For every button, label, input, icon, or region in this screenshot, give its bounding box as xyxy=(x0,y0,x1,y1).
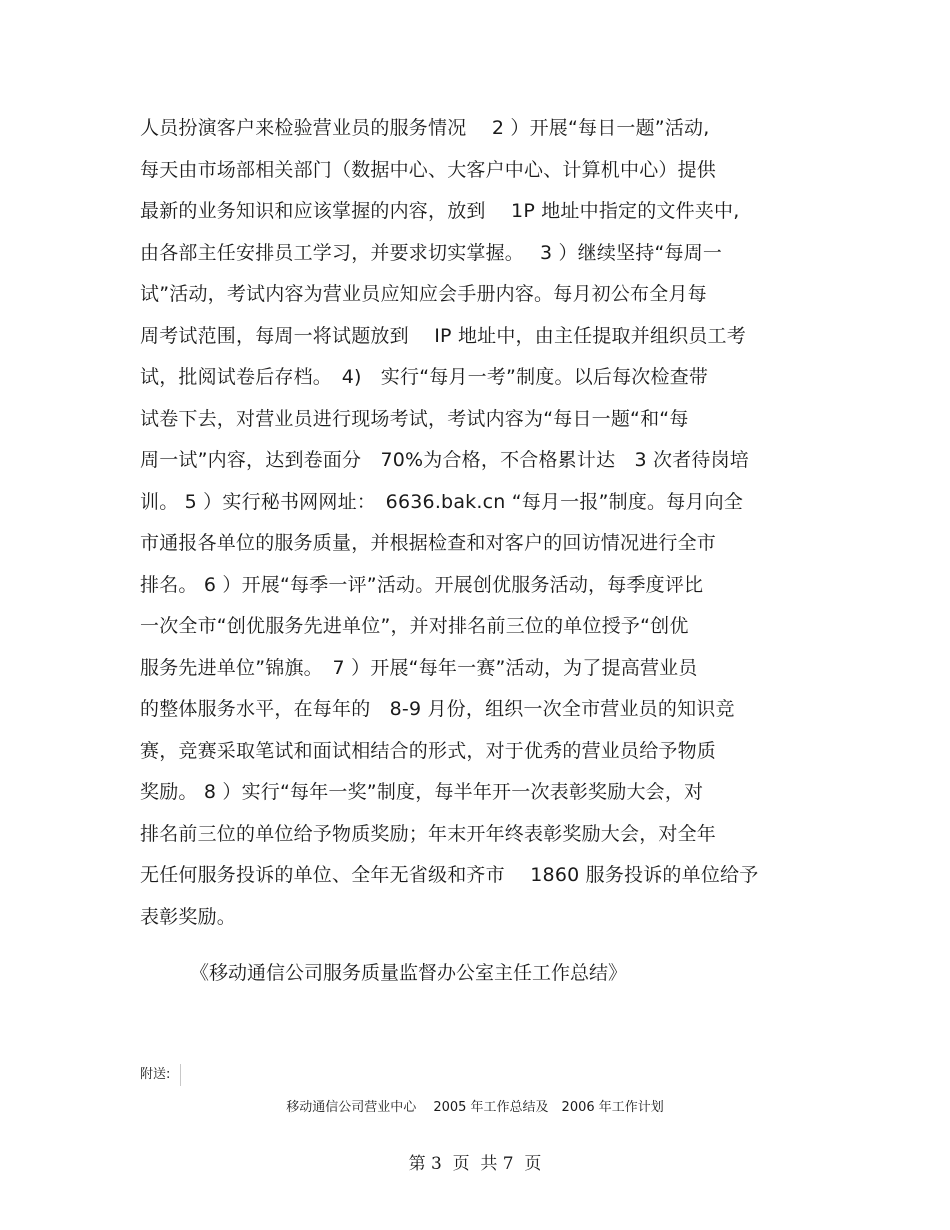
attachment-label: 附送: xyxy=(140,1067,171,1082)
text-line: 由各部主任安排员工学习，并要求切实掌握。 3 ）继续坚持“每周一 xyxy=(140,241,723,264)
document-title: 《移动通信公司服务质量监督办公室主任工作总结》 xyxy=(190,962,628,984)
text-line: 奖励。 8 ）实行“每年一奖”制度，每半年开一次表彰奖励大会，对 xyxy=(140,781,704,803)
text-line: 市通报各单位的服务质量，并根据检查和对客户的回访情况进行全市 xyxy=(140,532,717,554)
text-line: 每天由市场部相关部门（数据中心、大客户中心、计算机中心）提供 xyxy=(140,158,717,181)
text-line: 无任何服务投诉的单位、全年无省级和齐市 1860 服务投诉的单位给予 xyxy=(140,864,759,886)
text-line: 试”活动，考试内容为营业员应知应会手册内容。每月初公布全月每 xyxy=(140,283,707,305)
text-line: 赛，竞赛采取笔试和面试相结合的形式，对于优秀的营业员给予物质 xyxy=(140,739,717,762)
text-line: 表彰奖励。 xyxy=(140,905,237,928)
text-line: 试，批阅试卷后存档。 4) 实行“每月一考”制度。以后每次检查带 xyxy=(140,366,709,388)
attachment-row xyxy=(140,1064,181,1086)
text-line: 排名。 6 ）开展“每季一评”活动。开展创优服务活动，每季度评比 xyxy=(140,573,704,596)
text-line: 一次全市“创优服务先进单位”，并对排名前三位的单位授予“创优 xyxy=(140,615,689,637)
attached-document-title: 移动通信公司营业中心 2005 年工作总结及 2006 年工作计划 xyxy=(286,1100,664,1115)
text-line: 排名前三位的单位给予物质奖励；年末开年终表彰奖励大会，对全年 xyxy=(140,822,717,845)
divider xyxy=(180,1064,181,1086)
page-number: 第 3 页 共 7 页 xyxy=(408,1154,542,1174)
text-line: 周一试”内容，达到卷面分 70%为合格，不合格累计达 3 次者待岗培 xyxy=(140,449,750,471)
text-line: 人员扮演客户来检验营业员的服务情况 2 ）开展“每日一题”活动, xyxy=(140,117,710,139)
text-line: 的整体服务水平，在每年的 8-9 月份，组织一次全市营业员的知识竞 xyxy=(140,698,735,720)
text-line: 训。 5 ）实行秘书网网址： 6636.bak.cn “每月一报”制度。每月向全 xyxy=(140,490,744,513)
text-line: 周考试范围，每周一将试题放到 IP 地址中，由主任提取并组织员工考 xyxy=(140,324,746,347)
text-line: 试卷下去，对营业员进行现场考试，考试内容为“每日一题“和“每 xyxy=(140,407,689,430)
text-line: 服务先进单位”锦旗。 7 ）开展“每年一赛”活动，为了提高营业员 xyxy=(140,656,698,679)
body-text xyxy=(140,108,820,938)
text-line: 最新的业务知识和应该掌握的内容，放到 1P 地址中指定的文件夹中, xyxy=(140,200,740,222)
